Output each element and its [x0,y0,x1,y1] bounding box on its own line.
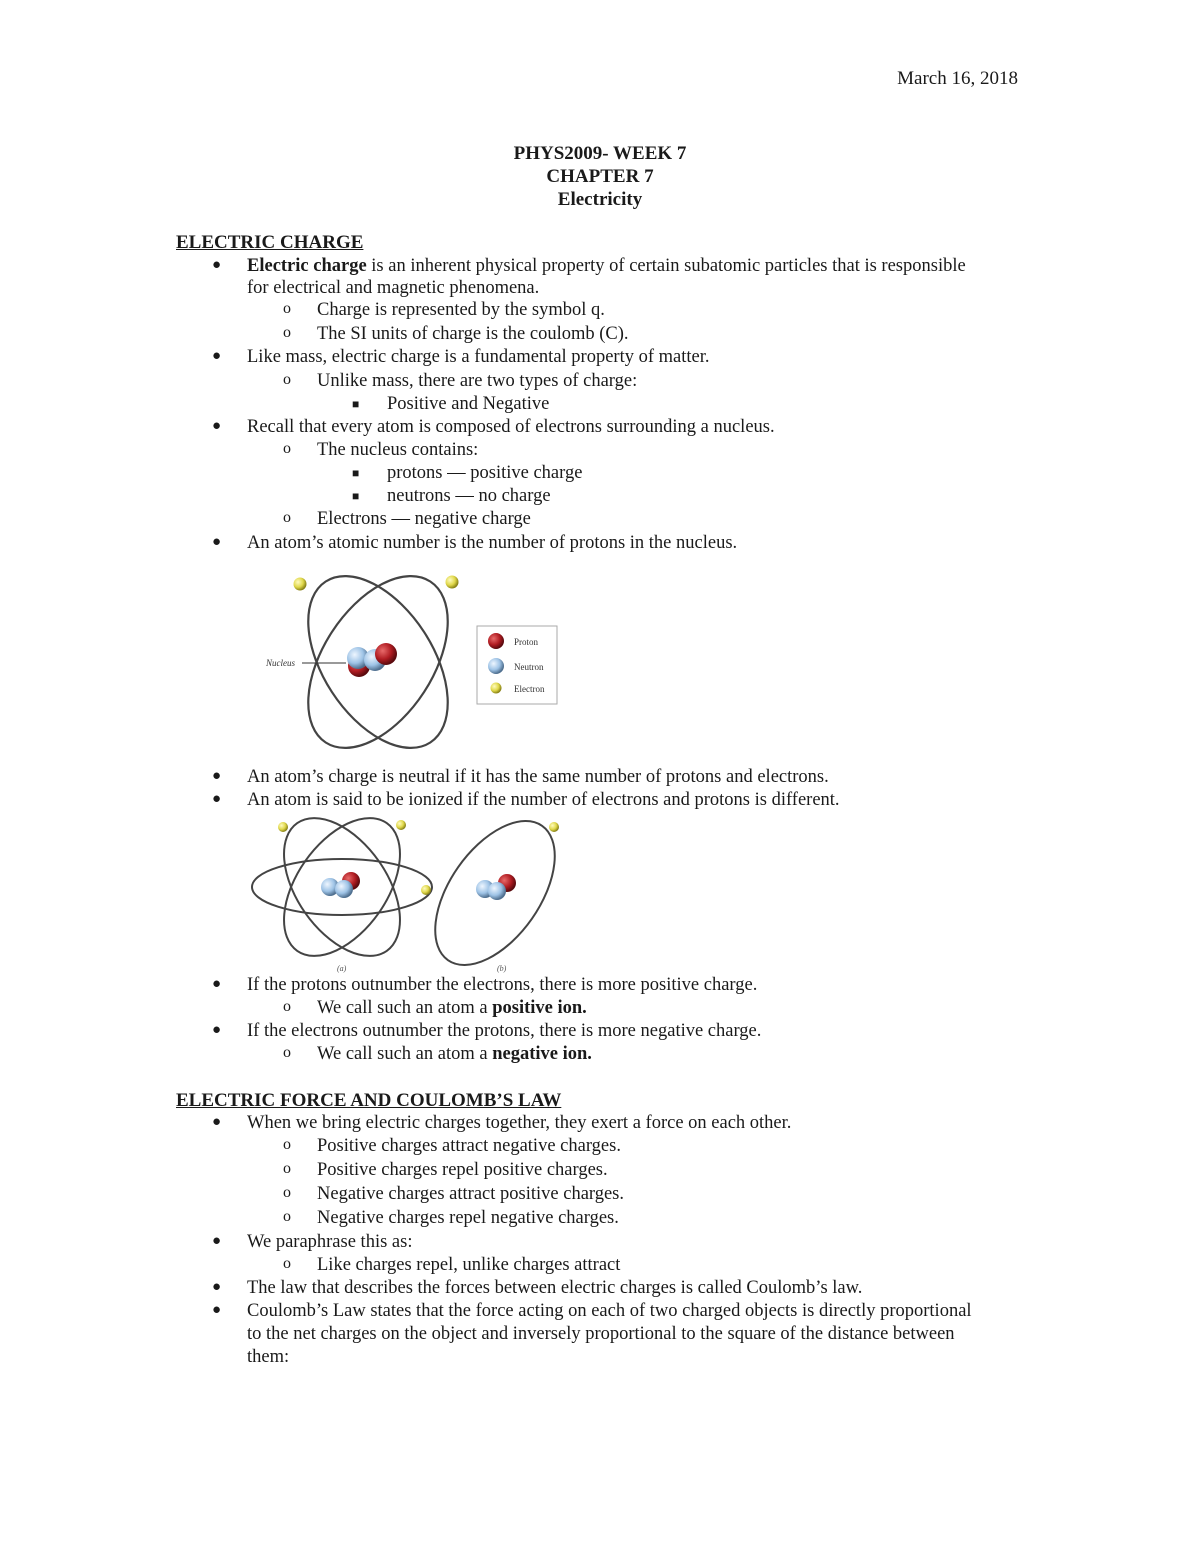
list-item [317,997,587,1020]
nucleus-label: Nucleus [266,658,295,668]
bullet-o: o [283,1208,291,1225]
ion-diagram [245,815,575,975]
electron-particle [294,578,307,591]
bullet-dot: ● [212,534,222,550]
bullet-o: o [283,509,291,526]
list-item-continuation: for electrical and magnetic phenomena. [247,278,540,298]
legend-neutron-swatch [488,658,504,674]
bullet-dot: ● [212,1114,222,1130]
bullet-o: o [283,1255,291,1272]
list-item: We paraphrase this as: [247,1232,413,1252]
bullet-square: ■ [352,489,360,503]
proton-particle [375,643,397,665]
list-item: Positive charges attract negative charges. [317,1136,621,1156]
list-item: If the electrons outnumber the protons, there is more negative charge. [247,1021,762,1041]
list-item: protons — positive charge [387,463,583,483]
legend-proton-swatch [488,633,504,649]
bullet-o: o [283,300,291,317]
electron-particle [278,822,288,832]
list-item-text: We call such an atom a [317,998,493,1018]
bullet-o: o [283,371,291,388]
list-item: When we bring electric charges together, they exert a force on each other. [247,1113,792,1133]
list-item: Negative charges attract positive charges. [317,1184,625,1204]
list-item-text: We call such an atom a [317,1044,493,1064]
list-item: Positive charges repel positive charges. [317,1160,608,1180]
list-item-continuation: to the net charges on the object and inversely proportional to the square of the distance between [247,1324,955,1344]
legend-label: Neutron [514,662,544,672]
legend-label: Electron [514,684,545,694]
figure-label-a: (a) [337,964,347,973]
electron-particle [549,822,559,832]
list-item: Coulomb’s Law states that the force acting on each of two charged objects is directly proportional [247,1301,972,1321]
neutron-particle [335,880,353,898]
bullet-dot: ● [212,418,222,434]
bullet-o: o [283,324,291,341]
term-electric-charge: Electric charge [247,256,367,276]
legend-electron-swatch [491,683,502,694]
bullet-dot: ● [212,348,222,364]
electron-particle [396,820,406,830]
bullet-o: o [283,1160,291,1177]
bullet-o: o [283,440,291,457]
list-item-text: is an inherent physical property of certain subatomic particles that is responsible [366,256,966,276]
neutron-particle [488,882,506,900]
list-item-continuation: them: [247,1347,290,1367]
title-chapter: CHAPTER 7 [546,166,654,187]
electron-particle [421,885,431,895]
bullet-square: ■ [352,397,360,411]
list-item: An atom’s atomic number is the number of protons in the nucleus. [247,533,738,553]
list-item: Charge is represented by the symbol q. [317,300,605,320]
bullet-dot: ● [212,1302,222,1318]
list-item: Like charges repel, unlike charges attract [317,1255,621,1275]
list-item: The SI units of charge is the coulomb (C). [317,324,629,344]
list-item: The nucleus contains: [317,440,479,460]
bullet-o: o [283,998,291,1015]
atom-diagram [260,570,570,755]
bullet-dot: ● [212,976,222,992]
list-item: Recall that every atom is composed of electrons surrounding a nucleus. [247,417,775,437]
figure-label-b: (b) [497,964,507,973]
list-item: If the protons outnumber the electrons, there is more positive charge. [247,975,758,995]
bullet-o: o [283,1044,291,1061]
list-item [247,255,966,278]
list-item: neutrons — no charge [387,486,551,506]
list-item: Electrons — negative charge [317,509,531,529]
list-item: Positive and Negative [387,394,550,414]
bullet-dot: ● [212,768,222,784]
bullet-dot: ● [212,257,222,273]
title-course: PHYS2009- WEEK 7 [513,143,687,164]
list-item: The law that describes the forces between electric charges is called Coulomb’s law. [247,1278,863,1298]
section-heading-coulombs-law: ELECTRIC FORCE AND COULOMB’S LAW [176,1090,562,1111]
title-topic: Electricity [557,189,643,210]
list-item: An atom’s charge is neutral if it has the same number of protons and electrons. [247,767,829,787]
bullet-dot: ● [212,1279,222,1295]
legend-label: Proton [514,637,539,647]
bullet-dot: ● [212,791,222,807]
list-item: Unlike mass, there are two types of charge: [317,371,638,391]
bullet-square: ■ [352,466,360,480]
bullet-o: o [283,1136,291,1153]
term-negative-ion: negative ion. [492,1044,592,1064]
document-date: March 16, 2018 [897,68,1018,89]
list-item: Like mass, electric charge is a fundamental property of matter. [247,347,710,367]
document-title [0,142,1200,211]
list-item: An atom is said to be ionized if the number of electrons and protons is different. [247,790,840,810]
section-heading-electric-charge: ELECTRIC CHARGE [176,232,364,253]
term-positive-ion: positive ion. [492,998,587,1018]
bullet-dot: ● [212,1022,222,1038]
electron-particle [446,576,459,589]
list-item: Negative charges repel negative charges. [317,1208,619,1228]
bullet-dot: ● [212,1233,222,1249]
bullet-o: o [283,1184,291,1201]
list-item [317,1043,592,1066]
